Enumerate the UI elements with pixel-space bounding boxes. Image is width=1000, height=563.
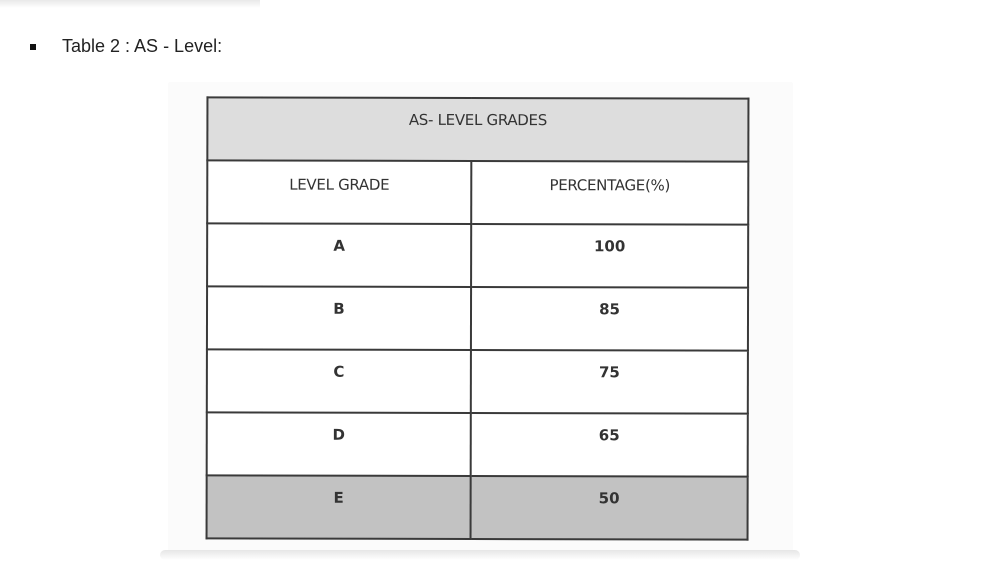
photo-shadow: [160, 550, 800, 560]
table-title: AS- LEVEL GRADES: [207, 97, 748, 161]
grade-cell: B: [207, 286, 471, 350]
table-row: [207, 286, 748, 350]
column-header-level-grade: LEVEL GRADE: [207, 160, 471, 224]
percentage-cell: 65: [471, 413, 748, 477]
section-heading-text: Table 2 : AS - Level:: [62, 35, 223, 56]
table-row: [207, 475, 748, 539]
table-title-row: [207, 97, 748, 161]
table-row: [207, 349, 748, 413]
top-shadow: [0, 0, 260, 8]
table-row: [207, 412, 748, 476]
table-header-row: [207, 160, 748, 224]
grades-table: [206, 96, 750, 540]
percentage-cell: 85: [471, 287, 748, 351]
percentage-cell: 100: [471, 224, 748, 288]
column-header-percentage: PERCENTAGE(%): [471, 161, 748, 225]
percentage-cell: 75: [471, 350, 748, 414]
table-row: [207, 223, 748, 287]
grade-cell: E: [207, 475, 471, 539]
grade-cell: D: [207, 412, 471, 476]
percentage-cell: 50: [471, 476, 748, 540]
section-heading: [30, 34, 222, 58]
grade-cell: A: [207, 223, 471, 287]
grade-cell: C: [207, 349, 471, 413]
bullet-icon: [30, 44, 36, 50]
